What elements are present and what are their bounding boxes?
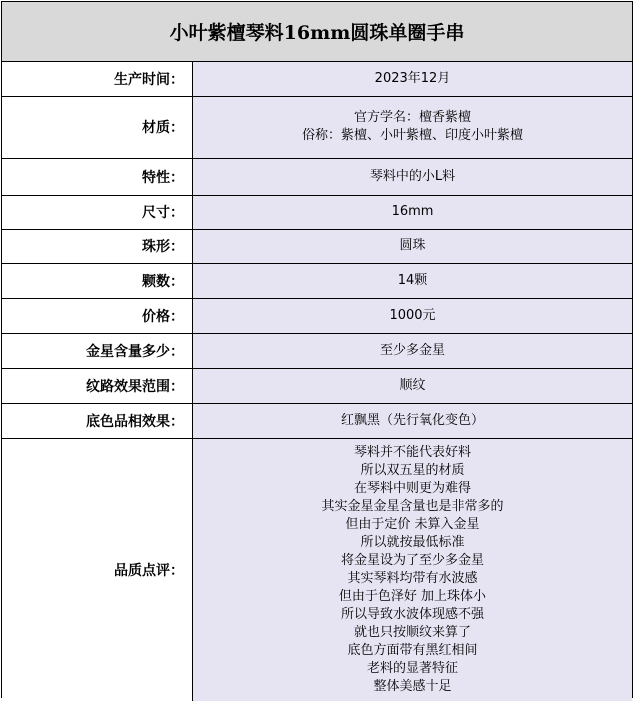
row-price (2, 298, 632, 333)
value-grain-effect: 顺纹 (193, 368, 633, 403)
label-bead-shape: 珠形： (2, 229, 193, 263)
label-quality-review: 品质点评： (2, 438, 193, 701)
row-bead-shape (2, 229, 632, 263)
value-feature: 琴料中的小L料 (193, 158, 633, 195)
value-quality-review: 琴料并不能代表好料 所以双五星的材质 在琴料中则更为难得 其实金星金星含量也是非常多的 但由于定价 未算入金星 所以就按最低标准 将金星设为了至少多金星 其实琴料均带有水波感 但由于色泽好 加上珠体小 所以导致水波体现感不强 就也只按顺纹来算了 底色方面带有黑红相间 老料的显著特征 整体美感十足 (193, 438, 633, 701)
sheet-title: 小叶紫檀琴料16mm圆珠单圈手串 (2, 2, 632, 62)
value-bead-shape: 圆珠 (193, 229, 633, 263)
value-price: 1000元 (193, 298, 633, 333)
label-production-time: 生产时间： (2, 62, 193, 96)
label-golden-star: 金星含量多少： (2, 333, 193, 368)
product-spec-sheet (1, 1, 633, 698)
value-size: 16mm (193, 195, 633, 229)
row-quality-review (2, 438, 632, 701)
value-production-time: 2023年12月 (193, 62, 633, 96)
label-price: 价格： (2, 298, 193, 333)
row-grain-effect (2, 368, 632, 403)
label-grain-effect: 纹路效果范围： (2, 368, 193, 403)
label-bead-count: 颗数： (2, 263, 193, 298)
row-golden-star (2, 333, 632, 368)
row-size (2, 195, 632, 229)
label-material: 材质： (2, 96, 193, 158)
value-base-color: 红飘黑（先行氧化变色） (193, 403, 633, 438)
label-feature: 特性： (2, 158, 193, 195)
label-size: 尺寸： (2, 195, 193, 229)
value-material: 官方学名：檀香紫檀 俗称：紫檀、小叶紫檀、印度小叶紫檀 (193, 96, 633, 158)
spec-table (2, 62, 632, 701)
label-base-color: 底色品相效果： (2, 403, 193, 438)
value-golden-star: 至少多金星 (193, 333, 633, 368)
value-bead-count: 14颗 (193, 263, 633, 298)
row-base-color (2, 403, 632, 438)
row-production-time (2, 62, 632, 96)
row-feature (2, 158, 632, 195)
row-material (2, 96, 632, 158)
row-bead-count (2, 263, 632, 298)
